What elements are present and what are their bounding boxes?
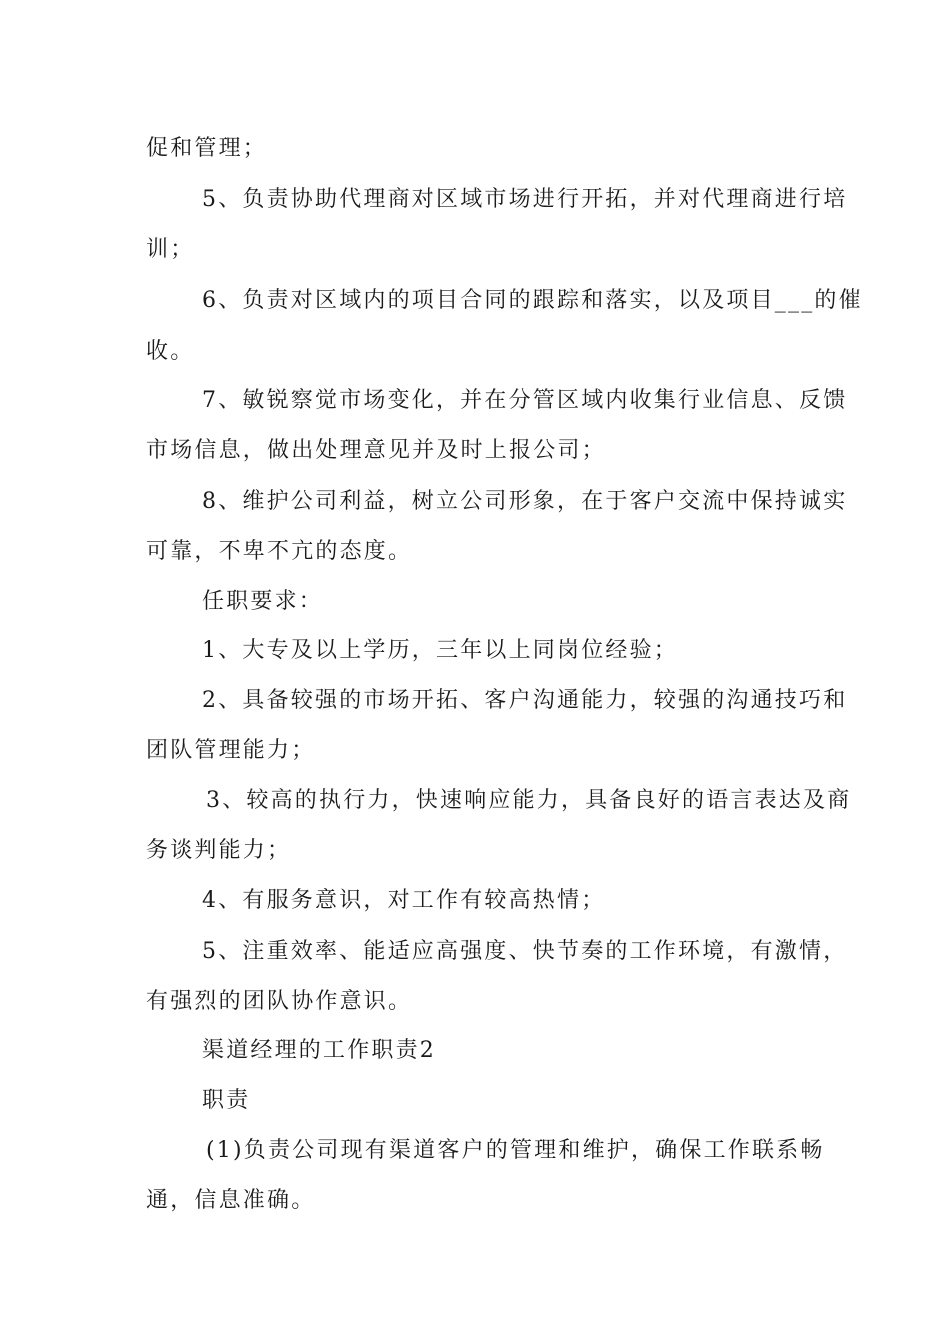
text-line: 市场信息，做出处理意见并及时上报公司；: [146, 438, 606, 463]
section-heading: 任职要求：: [202, 589, 324, 614]
text-line: 2、具备较强的市场开拓、客户沟通能力，较强的沟通技巧和: [202, 688, 848, 713]
text-line: 6、负责对区域内的项目合同的跟踪和落实，以及项目___的催: [202, 288, 863, 313]
text-line: 有强烈的团队协作意识。: [146, 989, 413, 1014]
text-line: (1)负责公司现有渠道客户的管理和维护，确保工作联系畅: [206, 1138, 825, 1163]
text-line: 收。: [146, 339, 195, 364]
text-line: 7、敏锐察觉市场变化，并在分管区域内收集行业信息、反馈: [202, 388, 848, 413]
text-line: 1、大专及以上学历，三年以上同岗位经验；: [202, 638, 678, 663]
text-line: 通，信息准确。: [146, 1188, 316, 1213]
text-line: 4、有服务意识，对工作有较高热情；: [202, 888, 606, 913]
text-line: 3、较高的执行力，快速响应能力，具备良好的语言表达及商: [206, 788, 852, 813]
text-line: 促和管理；: [146, 136, 268, 161]
text-line: 团队管理能力；: [146, 738, 316, 763]
text-line: 8、维护公司利益，树立公司形象，在于客户交流中保持诚实: [202, 489, 848, 514]
text-line: 训；: [146, 237, 195, 262]
section-heading: 职责: [202, 1088, 251, 1113]
text-line: 5、负责协助代理商对区域市场进行开拓，并对代理商进行培: [202, 187, 848, 212]
section-title: 渠道经理的工作职责2: [202, 1038, 436, 1063]
text-line: 5、注重效率、能适应高强度、快节奏的工作环境，有激情，: [202, 939, 848, 964]
text-line: 务谈判能力；: [146, 838, 292, 863]
text-line: 可靠，不卑不亢的态度。: [146, 539, 413, 564]
